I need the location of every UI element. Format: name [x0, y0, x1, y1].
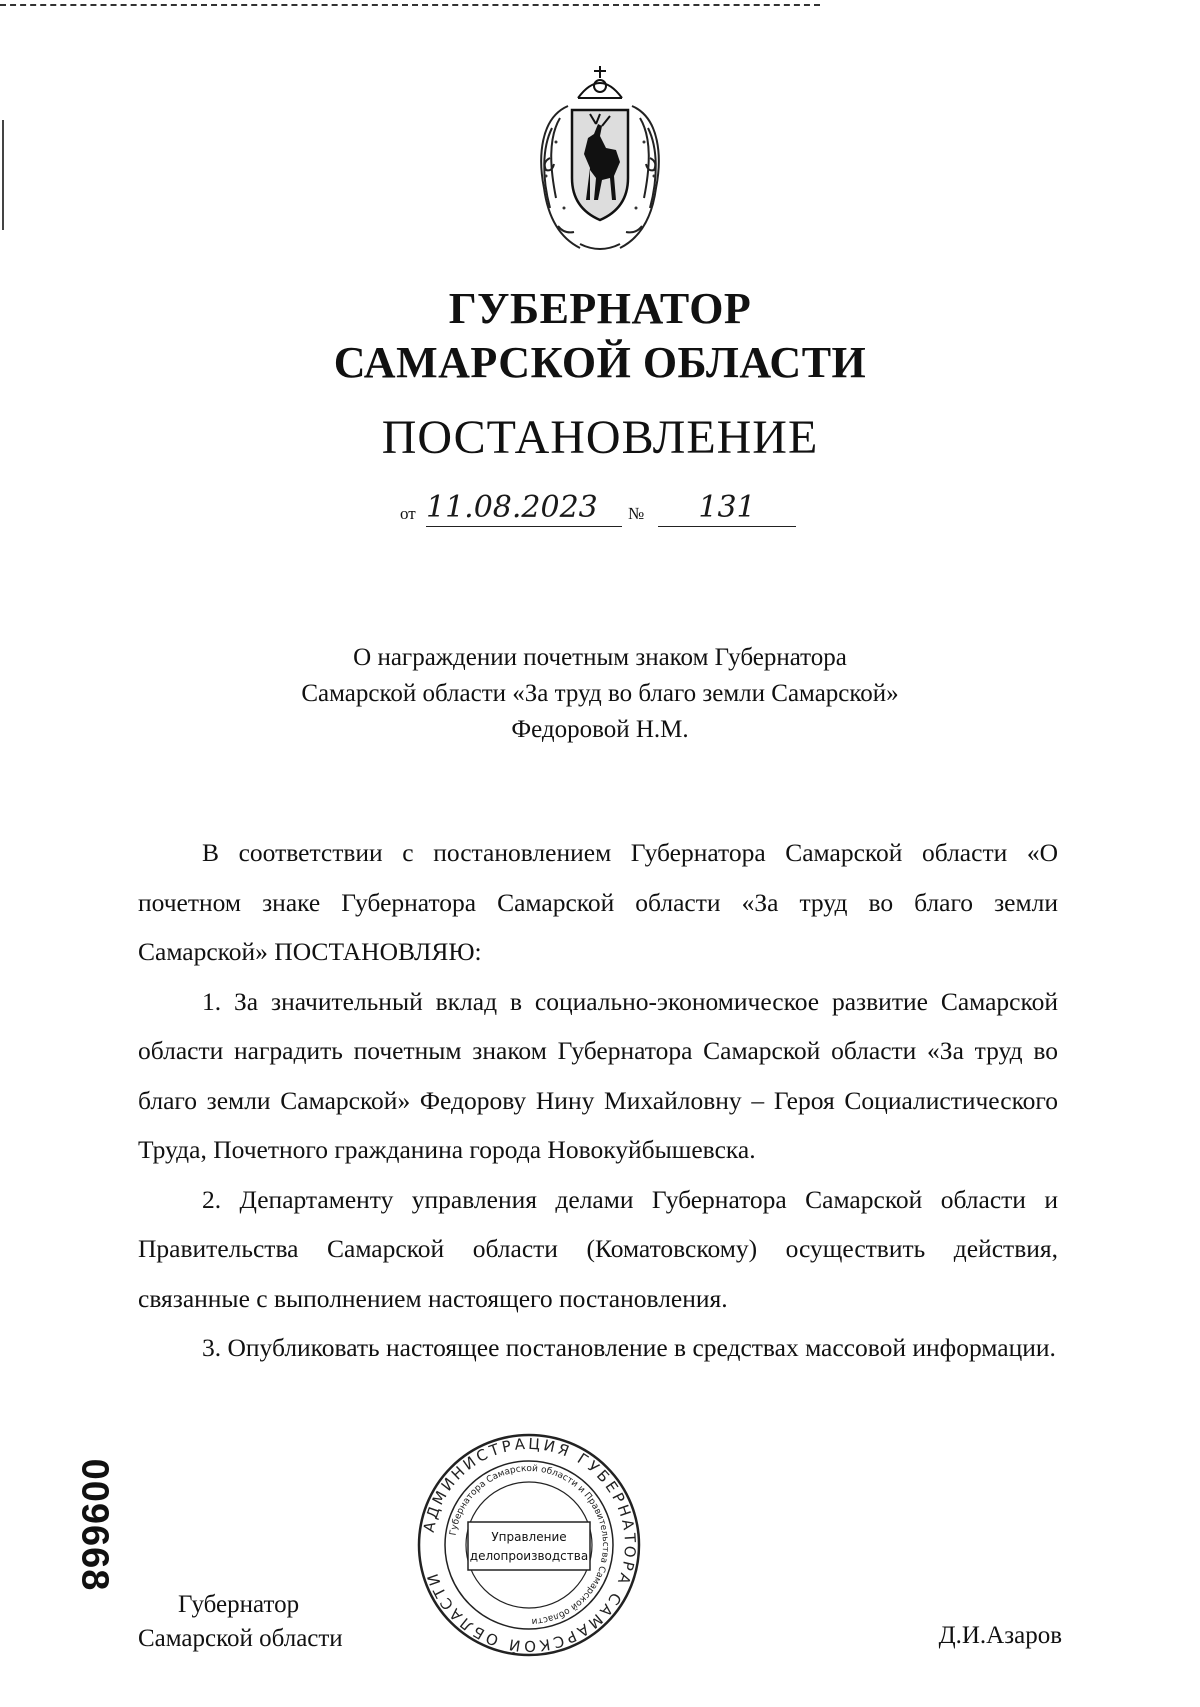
body-item-1: 1. За значительный вклад в социально-экономическое развитие Самарской области наградить почетным знаком Губернатора Самарской области «За труд во благо земли Самарской» Федорову Нину Михайловну – Героя Социалистического Труда, Почетного гражданина города Новокуйбышевска.: [138, 986, 1058, 1164]
date-number-line: [400, 490, 820, 530]
registration-number-text: 009668: [73, 1458, 116, 1592]
signatory-position-line2: Самарской области: [138, 1625, 343, 1652]
subject-line1: О награждении почетным знаком Губернатора: [353, 644, 847, 671]
stamp-center-line1: Управление: [491, 1530, 567, 1544]
document-subject: [0, 640, 1200, 748]
coat-of-arms-icon: [520, 58, 680, 258]
signatory-name: Д.И.Азаров: [938, 1622, 1062, 1649]
official-stamp: [416, 1432, 642, 1658]
body-item-2: 2. Департаменту управления делами Губернатора Самарской области и Правительства Самарской области (Коматовскому) осуществить действия, связанные с выполнением настоящего постановления.: [138, 1184, 1058, 1313]
issuer-title: [0, 282, 1200, 390]
body-intro: В соответствии с постановлением Губернатора Самарской области «О почетном знаке Губернатора Самарской области «За труд во благо земли Самарской» ПОСТАНОВЛЯЮ:: [138, 838, 1058, 966]
scan-edge-artifact: [2, 120, 4, 230]
subject-line3: Федоровой Н.М.: [511, 716, 689, 743]
issuer-title-line2: САМАРСКОЙ ОБЛАСТИ: [333, 338, 867, 387]
number-label: №: [628, 504, 645, 523]
document-number: 131: [658, 490, 796, 527]
document-type: ПОСТАНОВЛЕНИЕ: [381, 411, 819, 464]
stamp-inner-text: Губернатора Самарской области и Правительства Самарской области: [448, 1463, 611, 1626]
issuer-title-line1: ГУБЕРНАТОР: [448, 284, 752, 333]
document-body: [138, 828, 1058, 1373]
registration-number: [64, 1440, 124, 1610]
stamp-center-line2: делопроизводства: [469, 1549, 589, 1563]
stamp-outer-text: АДМИНИСТРАЦИЯ ГУБЕРНАТОРА САМАРСКОЙ ОБЛАСТИ: [419, 1434, 640, 1656]
date-from-label: от: [400, 504, 416, 523]
subject-line2: Самарской области «За труд во благо земли Самарской»: [301, 680, 899, 707]
signatory-block: [138, 1588, 343, 1656]
scan-edge-artifact: [0, 4, 820, 6]
document-date: 11.08.2023: [426, 490, 622, 527]
signatory-position-line1: Губернатор: [178, 1591, 300, 1618]
body-item-3: 3. Опубликовать настоящее постановление в средствах массовой информации.: [202, 1333, 1056, 1362]
